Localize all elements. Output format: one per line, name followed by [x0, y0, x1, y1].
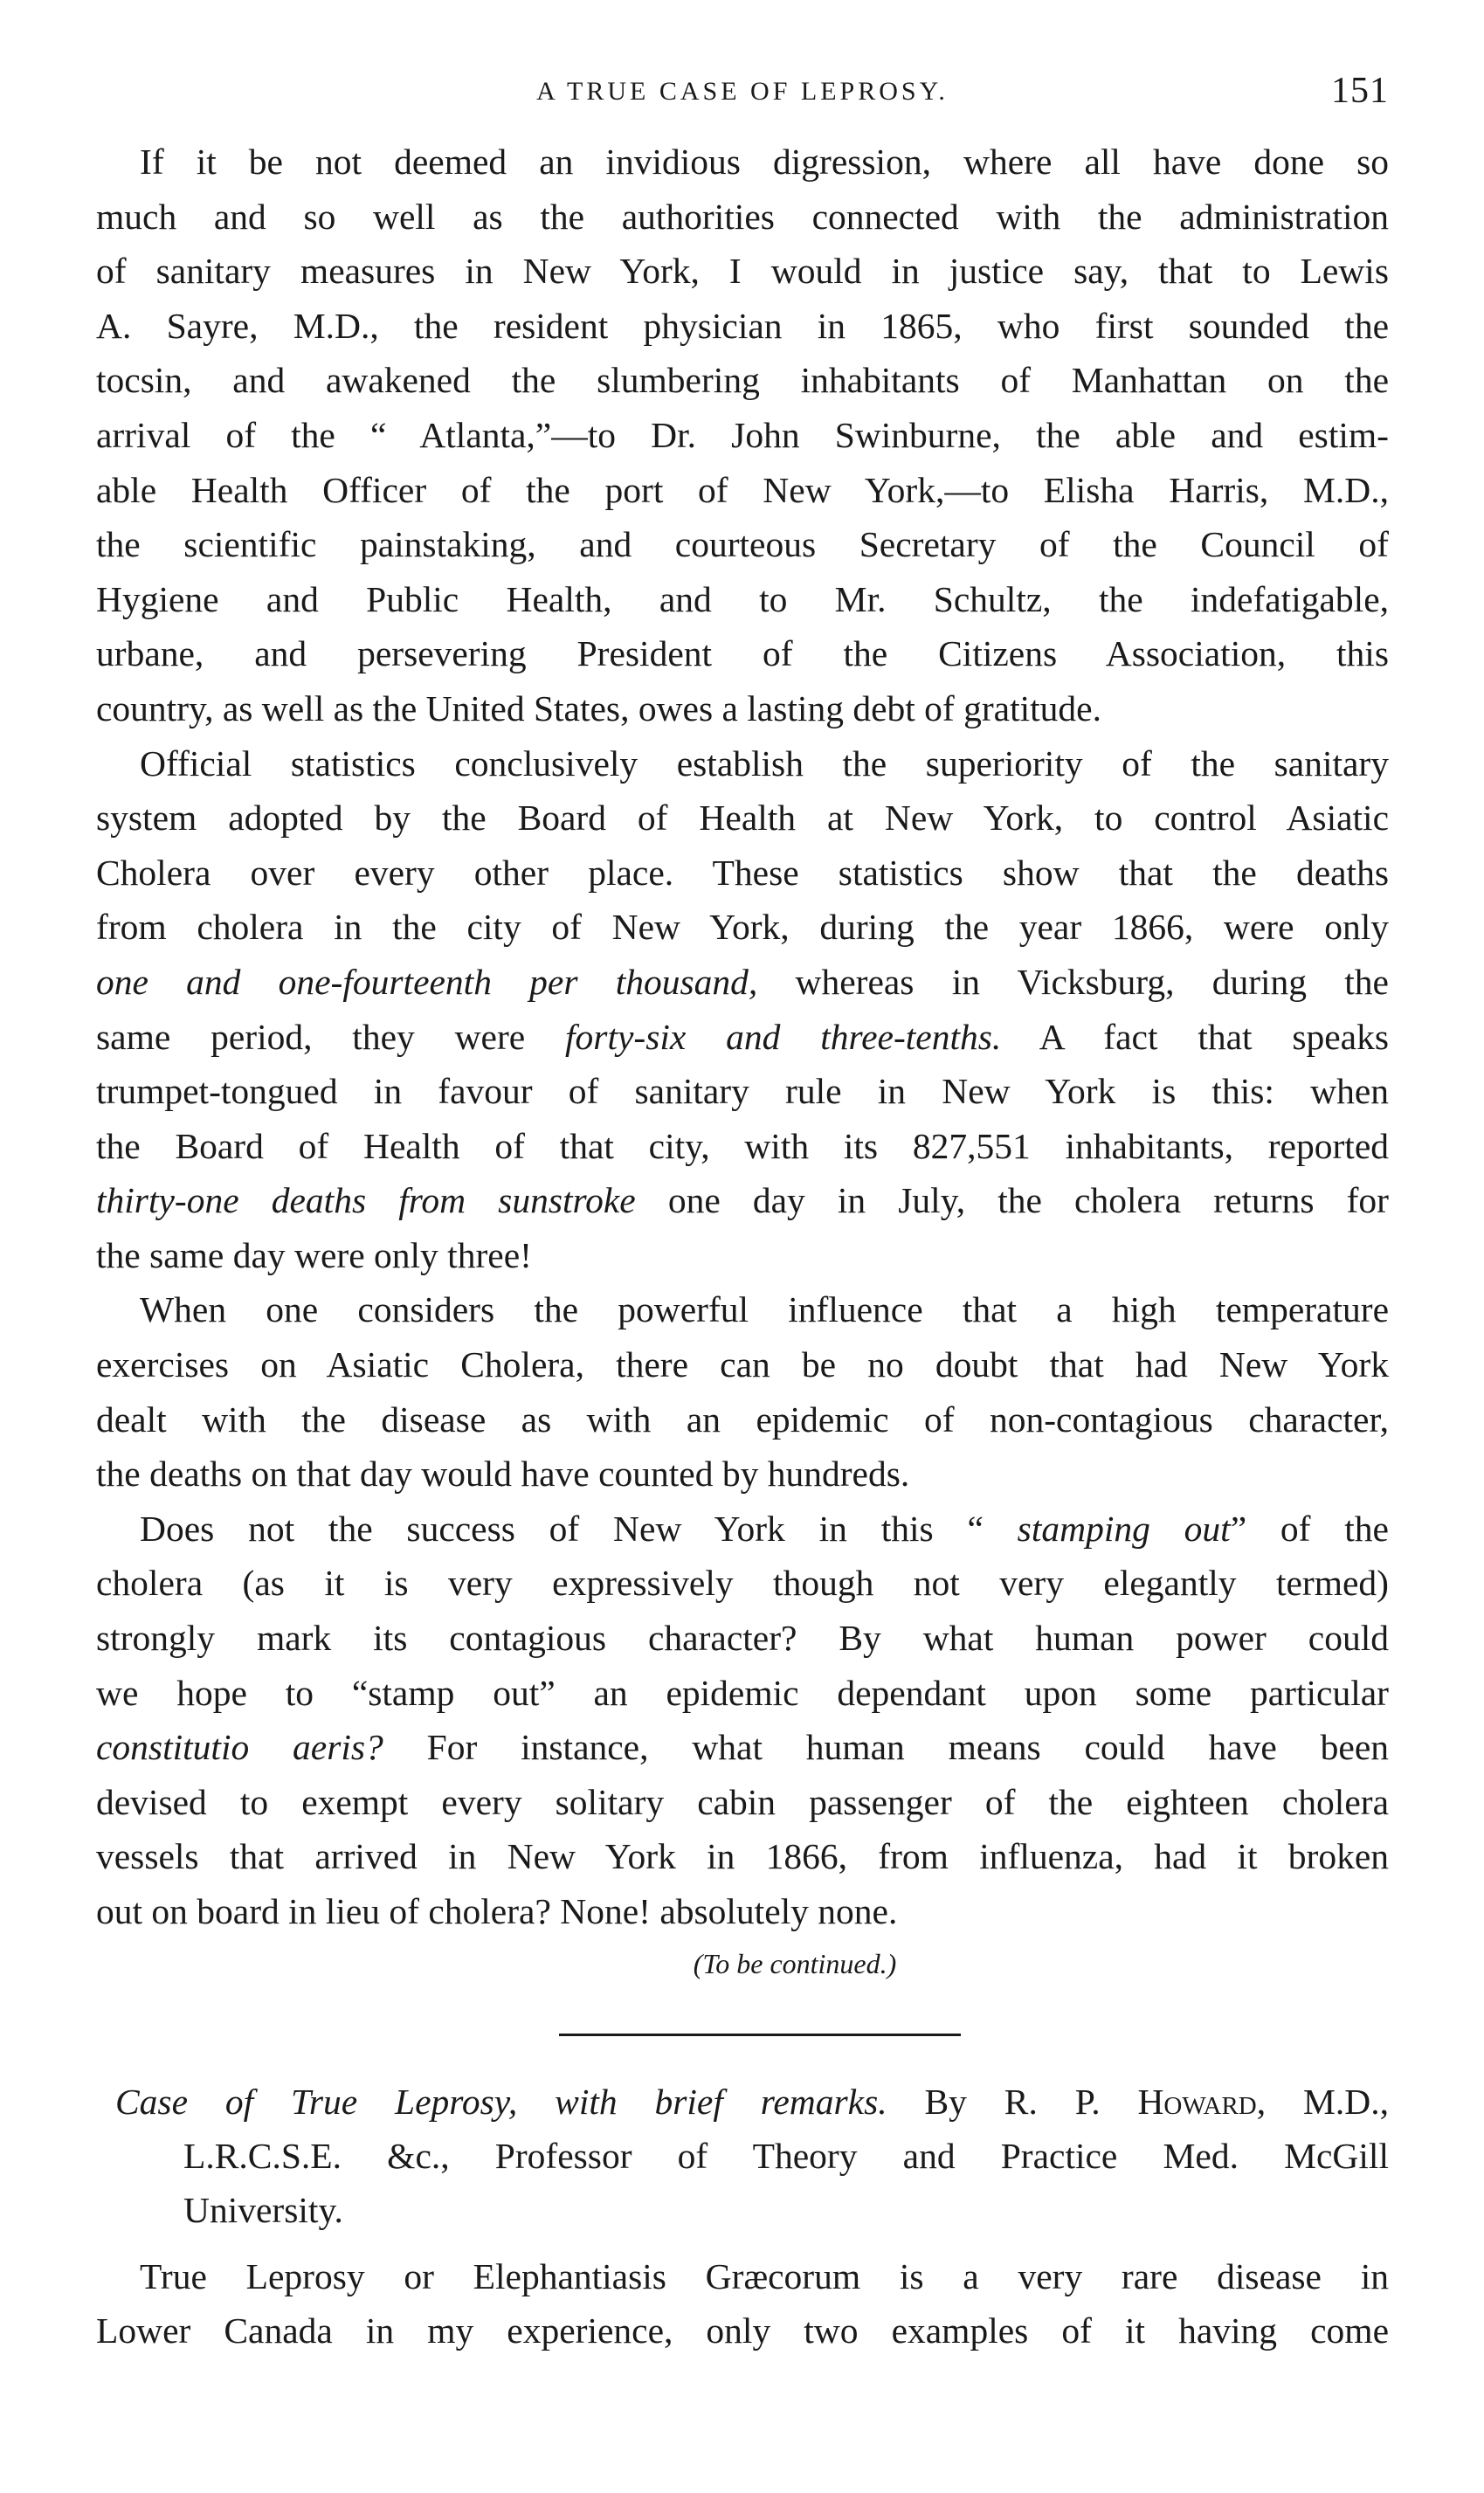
- article-title: Case of True Leprosy, with brief remarks.: [115, 2081, 887, 2122]
- text-line: A. Sayre, M.D., the resident physician in 1865, who first sounded the: [96, 305, 1389, 346]
- text-line: out on board in lieu of cholera? None! absolutely none.: [96, 1891, 898, 1931]
- text-line: Official statistics conclusively establish the superiority of the sanitary: [140, 742, 1389, 784]
- article-heading: [96, 2075, 1389, 2237]
- text-line: the deaths on that day would have counted by hundreds.: [96, 1454, 910, 1495]
- text-line: the same day were only three!: [96, 1234, 532, 1275]
- italic-phrase: one and one-fourteenth per thousand,: [96, 961, 758, 1002]
- text-line: the Board of Health of that city, with its 827,551 inhabitants, reported: [96, 1125, 1389, 1166]
- text-line: Lower Canada in my experience, only two examples of it having come: [96, 2310, 1389, 2351]
- text-line: the scientific painstaking, and courteous Secretary of the Council of: [96, 524, 1389, 565]
- body-text: [96, 135, 1389, 2358]
- text-line: we hope to “stamp out” an epidemic dependant upon some particular: [96, 1672, 1389, 1713]
- italic-phrase: constitutio aeris?: [96, 1727, 383, 1768]
- article-heading-line: University.: [183, 2189, 343, 2230]
- to-be-continued-note: (To be continued.): [693, 1947, 897, 1979]
- text-run: one day in July, the cholera returns for: [635, 1180, 1389, 1221]
- text-run: ” of the: [1230, 1508, 1389, 1549]
- paragraph-3: [96, 1282, 1389, 1501]
- italic-phrase: forty-six and three-tenths.: [565, 1016, 1002, 1057]
- text-line: dealt with the disease as with an epidemic of non-contagious character,: [96, 1398, 1389, 1440]
- text-line: [96, 955, 1389, 1010]
- text-run: By R. P.: [887, 2081, 1138, 2122]
- text-line: exercises on Asiatic Cholera, there can be no doubt that had New York: [96, 1344, 1389, 1385]
- text-line: cholera (as it is very expressively though not very elegantly termed): [96, 1563, 1389, 1604]
- page: [96, 70, 1389, 2358]
- text-run: , M.D.,: [1256, 2081, 1390, 2122]
- text-line: arrival of the “ Atlanta,”—to Dr. John Swinburne, the able and estim-: [96, 414, 1389, 455]
- text-run: For instance, what human means could have been: [383, 1727, 1389, 1768]
- paragraph-4: [96, 1502, 1389, 1939]
- text-line: [96, 1010, 1389, 1065]
- text-line: system adopted by the Board of Health at New York, to control Asiatic: [96, 798, 1389, 839]
- text-line: Hygiene and Public Health, and to Mr. Schultz, the indefatigable,: [96, 578, 1389, 619]
- text-line: [96, 1173, 1389, 1228]
- text-line: strongly mark its contagious character? By what human power could: [96, 1618, 1389, 1659]
- text-line: When one considers the powerful influence that a high temperature: [140, 1289, 1389, 1330]
- text-line: True Leprosy or Elephantiasis Græcorum is a very rare disease in: [140, 2255, 1389, 2296]
- section-divider: [559, 2034, 961, 2036]
- paragraph-2: [96, 736, 1389, 1283]
- text-line: [96, 1720, 1389, 1775]
- article-heading-line: [96, 2075, 1389, 2129]
- text-line: If it be not deemed an invidious digression, where all have done so: [140, 142, 1389, 182]
- text-line: of sanitary measures in New York, I would in justice say, that to Lewis: [96, 251, 1389, 292]
- text-line: devised to exempt every solitary cabin passenger of the eighteen cholera: [96, 1781, 1389, 1822]
- paragraph-1: [96, 135, 1389, 736]
- page-number: 151: [1331, 71, 1389, 111]
- text-line: country, as well as the United States, owes a lasting debt of gratitude.: [96, 687, 1101, 729]
- text-run: whereas in Vicksburg, during the: [757, 961, 1389, 1002]
- text-line: Cholera over every other place. These statistics show that the deaths: [96, 852, 1389, 893]
- text-line: trumpet-tongued in favour of sanitary rule in New York is this: when: [96, 1071, 1389, 1112]
- italic-phrase: thirty-one deaths from sunstroke: [96, 1180, 636, 1221]
- author-name: Howard: [1137, 2081, 1257, 2122]
- text-line: much and so well as the authorities connected with the administration: [96, 196, 1389, 237]
- text-run: A fact that speaks: [1001, 1016, 1390, 1057]
- text-line: urbane, and persevering President of the Citizens Association, this: [96, 633, 1389, 674]
- text-line: tocsin, and awakened the slumbering inhabitants of Manhattan on the: [96, 360, 1389, 401]
- running-title: A TRUE CASE OF LEPROSY.: [536, 77, 949, 106]
- text-line: able Health Officer of the port of New York,—to Elisha Harris, M.D.,: [96, 469, 1389, 510]
- italic-phrase: stamping out: [1017, 1508, 1231, 1549]
- text-run: same period, they were: [96, 1016, 566, 1057]
- spacer: [96, 2237, 1389, 2249]
- article-heading-line: L.R.C.S.E. &c., Professor of Theory and Practice Med. McGill: [183, 2135, 1389, 2176]
- text-line: from cholera in the city of New York, during the year 1866, were only: [96, 907, 1389, 948]
- running-head: [96, 70, 1389, 122]
- text-line: vessels that arrived in New York in 1866, from influenza, had it broken: [96, 1836, 1389, 1877]
- text-run: Does not the success of New York in this “: [140, 1508, 1018, 1549]
- paragraph-5: [96, 2249, 1389, 2358]
- text-line: [96, 1502, 1389, 1557]
